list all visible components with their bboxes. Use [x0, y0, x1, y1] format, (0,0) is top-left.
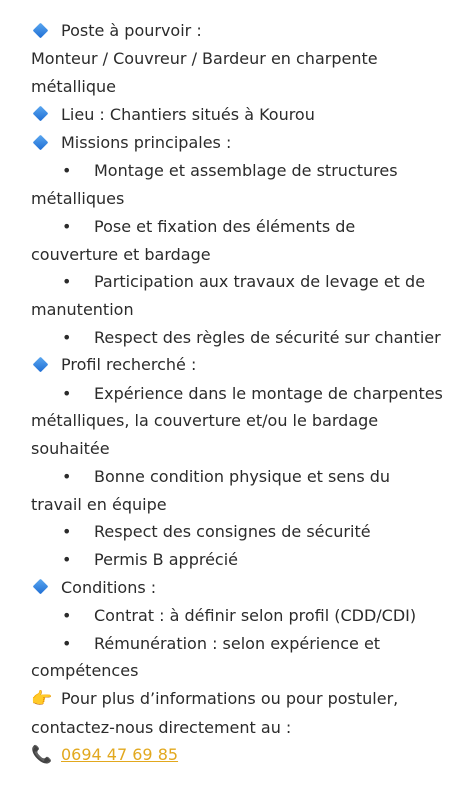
telephone-receiver-icon: 📞: [31, 745, 53, 766]
bullet-icon: •: [62, 633, 72, 653]
poste-title-line-1: Monteur / Couvreur / Bardeur en charpente: [31, 49, 378, 69]
bullet-icon: •: [62, 549, 72, 569]
bullet-icon: •: [62, 272, 72, 292]
profil-heading-text: Profil recherché :: [61, 355, 197, 375]
list-item-continuation: métalliques: [31, 189, 125, 209]
section-poste-heading: [31, 17, 445, 45]
poste-title-line-2: métallique: [31, 77, 116, 97]
list-item: • Respect des consignes de sécurité: [31, 518, 445, 546]
list-item: • Permis B apprécié: [31, 546, 445, 574]
missions-heading-text: Missions principales :: [61, 133, 232, 153]
list-item-continuation: manutention: [31, 299, 134, 319]
list-item: • Expérience dans le montage de charpentes: [31, 380, 445, 408]
list-item-continuation: couverture et bardage: [31, 244, 211, 264]
list-item: • Respect des règles de sécurité sur chantier: [31, 324, 445, 352]
bullet-icon: •: [62, 216, 72, 236]
poste-heading-text: Poste à pourvoir :: [61, 21, 202, 40]
list-item: • Participation aux travaux de levage et de: [31, 268, 445, 296]
list-item-continuation: métalliques, la couverture et/ou le bardage: [31, 411, 379, 431]
bullet-icon: •: [62, 161, 72, 181]
small-blue-diamond-icon: [31, 130, 61, 158]
bullet-icon: •: [62, 605, 72, 625]
bullet-icon: •: [62, 466, 72, 486]
lieu-heading-text: Lieu : Chantiers situés à Kourou: [61, 104, 315, 124]
section-conditions-heading: [31, 574, 445, 602]
bullet-icon: •: [62, 327, 72, 347]
small-blue-diamond-icon: [31, 18, 61, 46]
list-item: • Bonne condition physique et sens du: [31, 463, 445, 491]
contact-line-1: 👉 Pour plus d’informations ou pour postuler,: [31, 685, 445, 714]
section-missions-heading: [31, 129, 445, 157]
list-item: • Contrat : à définir selon profil (CDD/CDI): [31, 602, 445, 630]
section-lieu-heading: [31, 101, 445, 129]
backhand-index-pointing-right-icon: 👉: [31, 689, 53, 710]
contact-phone-line: [31, 741, 445, 770]
conditions-heading-text: Conditions :: [61, 577, 157, 597]
bullet-icon: •: [62, 522, 72, 542]
bullet-icon: •: [62, 383, 72, 403]
list-item-continuation: travail en équipe: [31, 494, 167, 514]
list-item: • Montage et assemblage de structures: [31, 157, 445, 185]
section-profil-heading: [31, 351, 445, 379]
contact-line-2: contactez-nous directement au :: [31, 717, 292, 737]
phone-number-link[interactable]: 0694 47 69 85: [61, 745, 179, 765]
small-blue-diamond-icon: [31, 574, 61, 602]
list-item-continuation: compétences: [31, 661, 139, 681]
small-blue-diamond-icon: [31, 101, 61, 129]
list-item: • Rémunération : selon expérience et: [31, 630, 445, 658]
list-item-continuation: souhaitée: [31, 439, 110, 459]
list-item: • Pose et fixation des éléments de: [31, 213, 445, 241]
small-blue-diamond-icon: [31, 352, 61, 380]
